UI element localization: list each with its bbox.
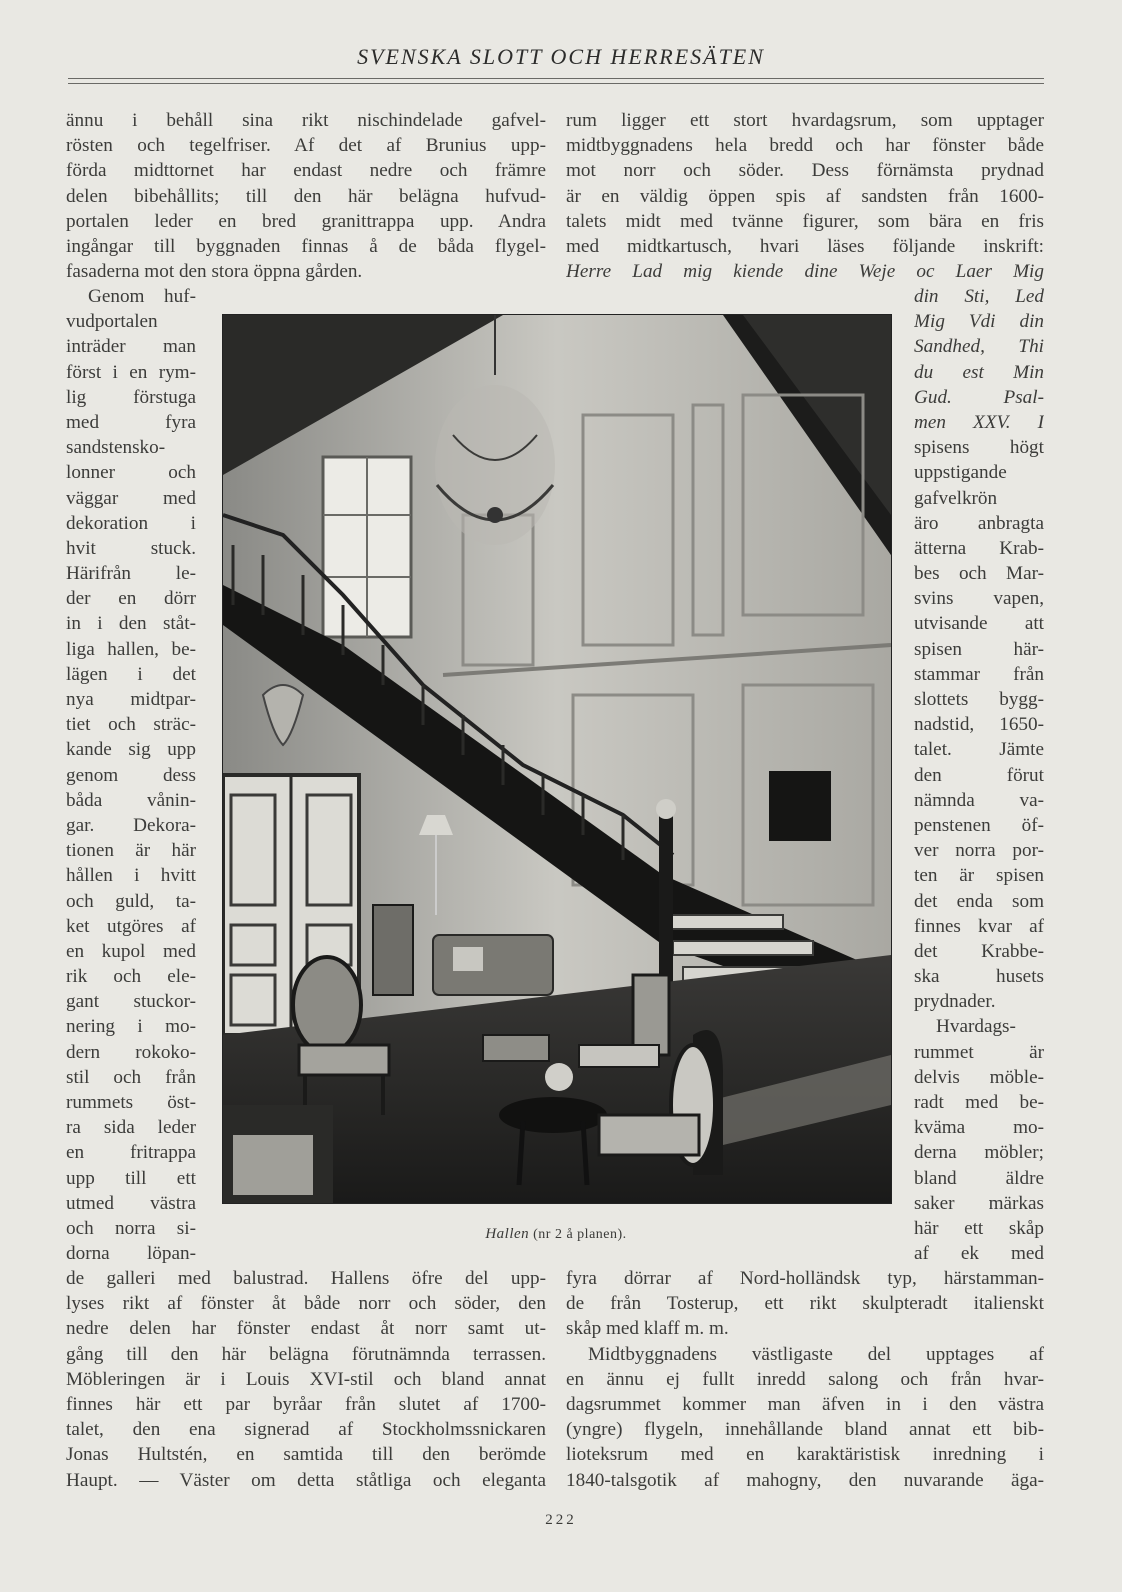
text-line: bland äldre	[914, 1167, 1044, 1189]
text-line: finnes här ett par byråar från slutet af 1700-	[66, 1393, 546, 1415]
text-line: talets midt med tvänne figurer, som bära en fris	[566, 210, 1044, 232]
text-line: nämnda va-	[914, 789, 1044, 811]
text-line: ännu i behåll sina rikt nischindelade gafvel-	[66, 110, 546, 131]
text-line: nering i mo-	[66, 1016, 196, 1038]
text-line: båda vånin-	[66, 789, 196, 811]
text-line: gafvelkrön	[914, 487, 998, 509]
text-line: penstenen öf-	[914, 814, 1044, 836]
text-line: genom dess	[66, 764, 196, 786]
header-rule-bottom	[68, 83, 1044, 84]
text-line: med midtkartusch, hvari läses följande inskrift:	[566, 235, 1044, 257]
text-line: Mig Vdi din	[914, 311, 1044, 333]
text-line: är en väldig öppen spis af sandsten från 1600-	[566, 185, 1044, 207]
text-line: kande sig upp	[66, 739, 196, 761]
text-line: den förut	[914, 764, 1044, 786]
text-line: stil och från	[66, 1066, 196, 1088]
text-line: Möbleringen är i Louis XVI-stil och bland annat	[66, 1368, 546, 1390]
text-line: utvisande att	[914, 613, 1044, 635]
page-number: 222	[545, 1512, 577, 1528]
text-line: finnes kvar af	[914, 915, 1044, 937]
text-line: hållen i hvitt	[66, 865, 196, 887]
left-column-bottom	[66, 1266, 546, 1493]
text-line: slottets bygg-	[914, 689, 1044, 710]
text-line: förda midttornet har endast nedre och främre	[66, 160, 546, 182]
text-line: mot norr och söder. Dess förnämsta prydnad	[566, 160, 1044, 182]
text-line: delen bibehållits; till den här belägna hufvud-	[66, 185, 546, 207]
text-line: nedre delen har fönster endast åt norr samt ut-	[66, 1318, 546, 1340]
text-line: radt med be-	[914, 1092, 1044, 1113]
text-line: Midtbyggnadens västligaste del upptages af	[588, 1343, 1044, 1365]
text-line: och norra si-	[66, 1217, 196, 1239]
text-line: lyses rikt af fönster åt både norr och söder, den	[66, 1293, 546, 1315]
text-line: Jonas Hultstén, en samtida till den berömde	[66, 1444, 546, 1466]
text-line: tionen är här	[66, 840, 196, 862]
text-line: lägen i det	[66, 663, 196, 685]
text-line: en ännu ej fullt inredd salong och från hvar-	[566, 1368, 1044, 1390]
text-line: skåp med klaff m. m.	[566, 1318, 729, 1340]
text-line: Hvardags-	[936, 1016, 1016, 1038]
left-column-narrow	[66, 284, 196, 1266]
right-column-narrow	[914, 284, 1044, 1266]
text-line: lioteksrum med en karaktäristisk inredning i	[566, 1444, 1044, 1466]
text-line: bes och Mar-	[914, 563, 1044, 585]
text-line: ver norra por-	[914, 840, 1044, 862]
text-line: utmed västra	[66, 1192, 196, 1214]
text-line: gant stuckor-	[66, 991, 196, 1013]
text-line: vudportalen	[66, 311, 158, 333]
text-line: af ek med	[914, 1243, 1044, 1265]
text-line: Haupt. — Väster om detta ståtliga och eleganta	[66, 1469, 546, 1491]
text-line: lig förstuga	[66, 386, 196, 408]
caption-note: (nr 2 å planen).	[533, 1227, 627, 1242]
text-line: med fyra	[66, 411, 196, 433]
text-line: rik och ele-	[66, 966, 196, 988]
text-line: midtbyggnadens hela bredd och har fönster både	[566, 135, 1044, 157]
text-line: derna möbler;	[914, 1142, 1044, 1164]
text-line: delvis möble-	[914, 1066, 1044, 1088]
text-line: upp till ett	[66, 1167, 196, 1189]
text-line: gång till den här belägna förutnämnda terrassen.	[66, 1343, 546, 1365]
text-line: Herre Lad mig kiende dine Weje oc Laer Mig	[566, 261, 1044, 283]
left-column-top	[66, 108, 546, 284]
text-line: och guld, ta-	[66, 890, 196, 912]
text-line: Gud. Psal-	[914, 386, 1044, 408]
text-line: nadstid, 1650-	[914, 714, 1044, 736]
text-line: ra sida leder	[66, 1117, 196, 1139]
text-line: portalen leder en bred granittrappa upp. Andra	[66, 210, 546, 232]
text-line: Genom huf-	[88, 286, 196, 307]
header-rule-top	[68, 78, 1044, 79]
text-line: äro anbragta	[914, 512, 1044, 534]
text-line: Härifrån le-	[66, 563, 196, 585]
text-line: här ett skåp	[914, 1217, 1044, 1239]
text-line: Sandhed, Thi	[914, 336, 1044, 358]
text-line: sandstensko-	[66, 437, 166, 459]
text-line: rösten och tegelfriser. Af det af Brunius upp-	[66, 135, 546, 157]
text-line: ket utgöres af	[66, 915, 196, 937]
text-line: rum ligger ett stort hvardagsrum, som upptager	[566, 110, 1044, 131]
text-line: en kupol med	[66, 940, 196, 962]
text-line: fasaderna mot den stora öppna gården.	[66, 261, 363, 283]
text-line: svins vapen,	[914, 588, 1044, 610]
text-line: gar. Dekora-	[66, 814, 196, 836]
text-line: först i en rym-	[66, 361, 196, 383]
text-line: ska husets	[914, 966, 1044, 988]
text-line: liga hallen, be-	[66, 638, 196, 660]
text-line: nya midtpar-	[66, 689, 196, 710]
text-line: de galleri med balustrad. Hallens öfre del upp-	[66, 1268, 546, 1289]
text-line: ten är spisen	[914, 865, 1044, 887]
text-line: hvit stuck.	[66, 537, 196, 559]
text-line: din Sti, Led	[914, 286, 1044, 307]
text-line: rummet är	[914, 1041, 1044, 1063]
text-line: talet. Jämte	[914, 739, 1044, 761]
text-line: stammar från	[914, 663, 1044, 685]
text-line: dern rokoko-	[66, 1041, 196, 1063]
text-line: men XXV. I	[914, 411, 1044, 433]
right-column-bottom	[566, 1266, 1044, 1493]
text-line: ätterna Krab-	[914, 537, 1044, 559]
text-line: ingångar till byggnaden finnas å de båda flygel-	[66, 235, 546, 257]
text-line: en fritrappa	[66, 1142, 196, 1164]
text-line: 1840-talsgotik af mahogny, den nuvarande äga-	[566, 1469, 1044, 1491]
text-line: du est Min	[914, 361, 1044, 383]
text-line: det enda som	[914, 890, 1044, 912]
text-line: tiet och sträc-	[66, 714, 196, 736]
photo-caption	[222, 1226, 890, 1243]
text-line: de från Tosterup, ett rikt skulpteradt italienskt	[566, 1293, 1044, 1315]
text-line: der en dörr	[66, 588, 196, 610]
text-line: väggar med	[66, 487, 196, 509]
text-line: (yngre) flygeln, innehållande bland annat ett bib-	[566, 1419, 1044, 1441]
text-line: uppstigande	[914, 462, 1007, 484]
text-line: in i den ståt-	[66, 613, 196, 635]
text-line: fyra dörrar af Nord-holländsk typ, härstamman-	[566, 1268, 1044, 1289]
right-column-top	[566, 108, 1044, 284]
text-line: spisens högt	[914, 437, 1044, 459]
text-line: kväma mo-	[914, 1117, 1044, 1139]
text-line: dorna löpan-	[66, 1243, 196, 1265]
text-line: lonner och	[66, 462, 196, 484]
caption-title: Hallen	[485, 1226, 530, 1242]
text-line: saker märkas	[914, 1192, 1044, 1214]
text-line: talet, den ena signerad af Stockholmssnickaren	[66, 1419, 546, 1441]
text-line: dagsrummet kommer man äfven in i den västra	[566, 1393, 1044, 1415]
running-title: SVENSKA SLOTT OCH HERRESÄTEN	[357, 44, 765, 69]
text-line: det Krabbe-	[914, 940, 1044, 962]
text-line: spisen här-	[914, 638, 1044, 660]
hall-photograph	[222, 314, 892, 1204]
text-line: prydnader.	[914, 991, 996, 1013]
text-line: dekoration i	[66, 512, 196, 534]
text-line: rummets öst-	[66, 1092, 196, 1113]
text-line: inträder man	[66, 336, 196, 358]
